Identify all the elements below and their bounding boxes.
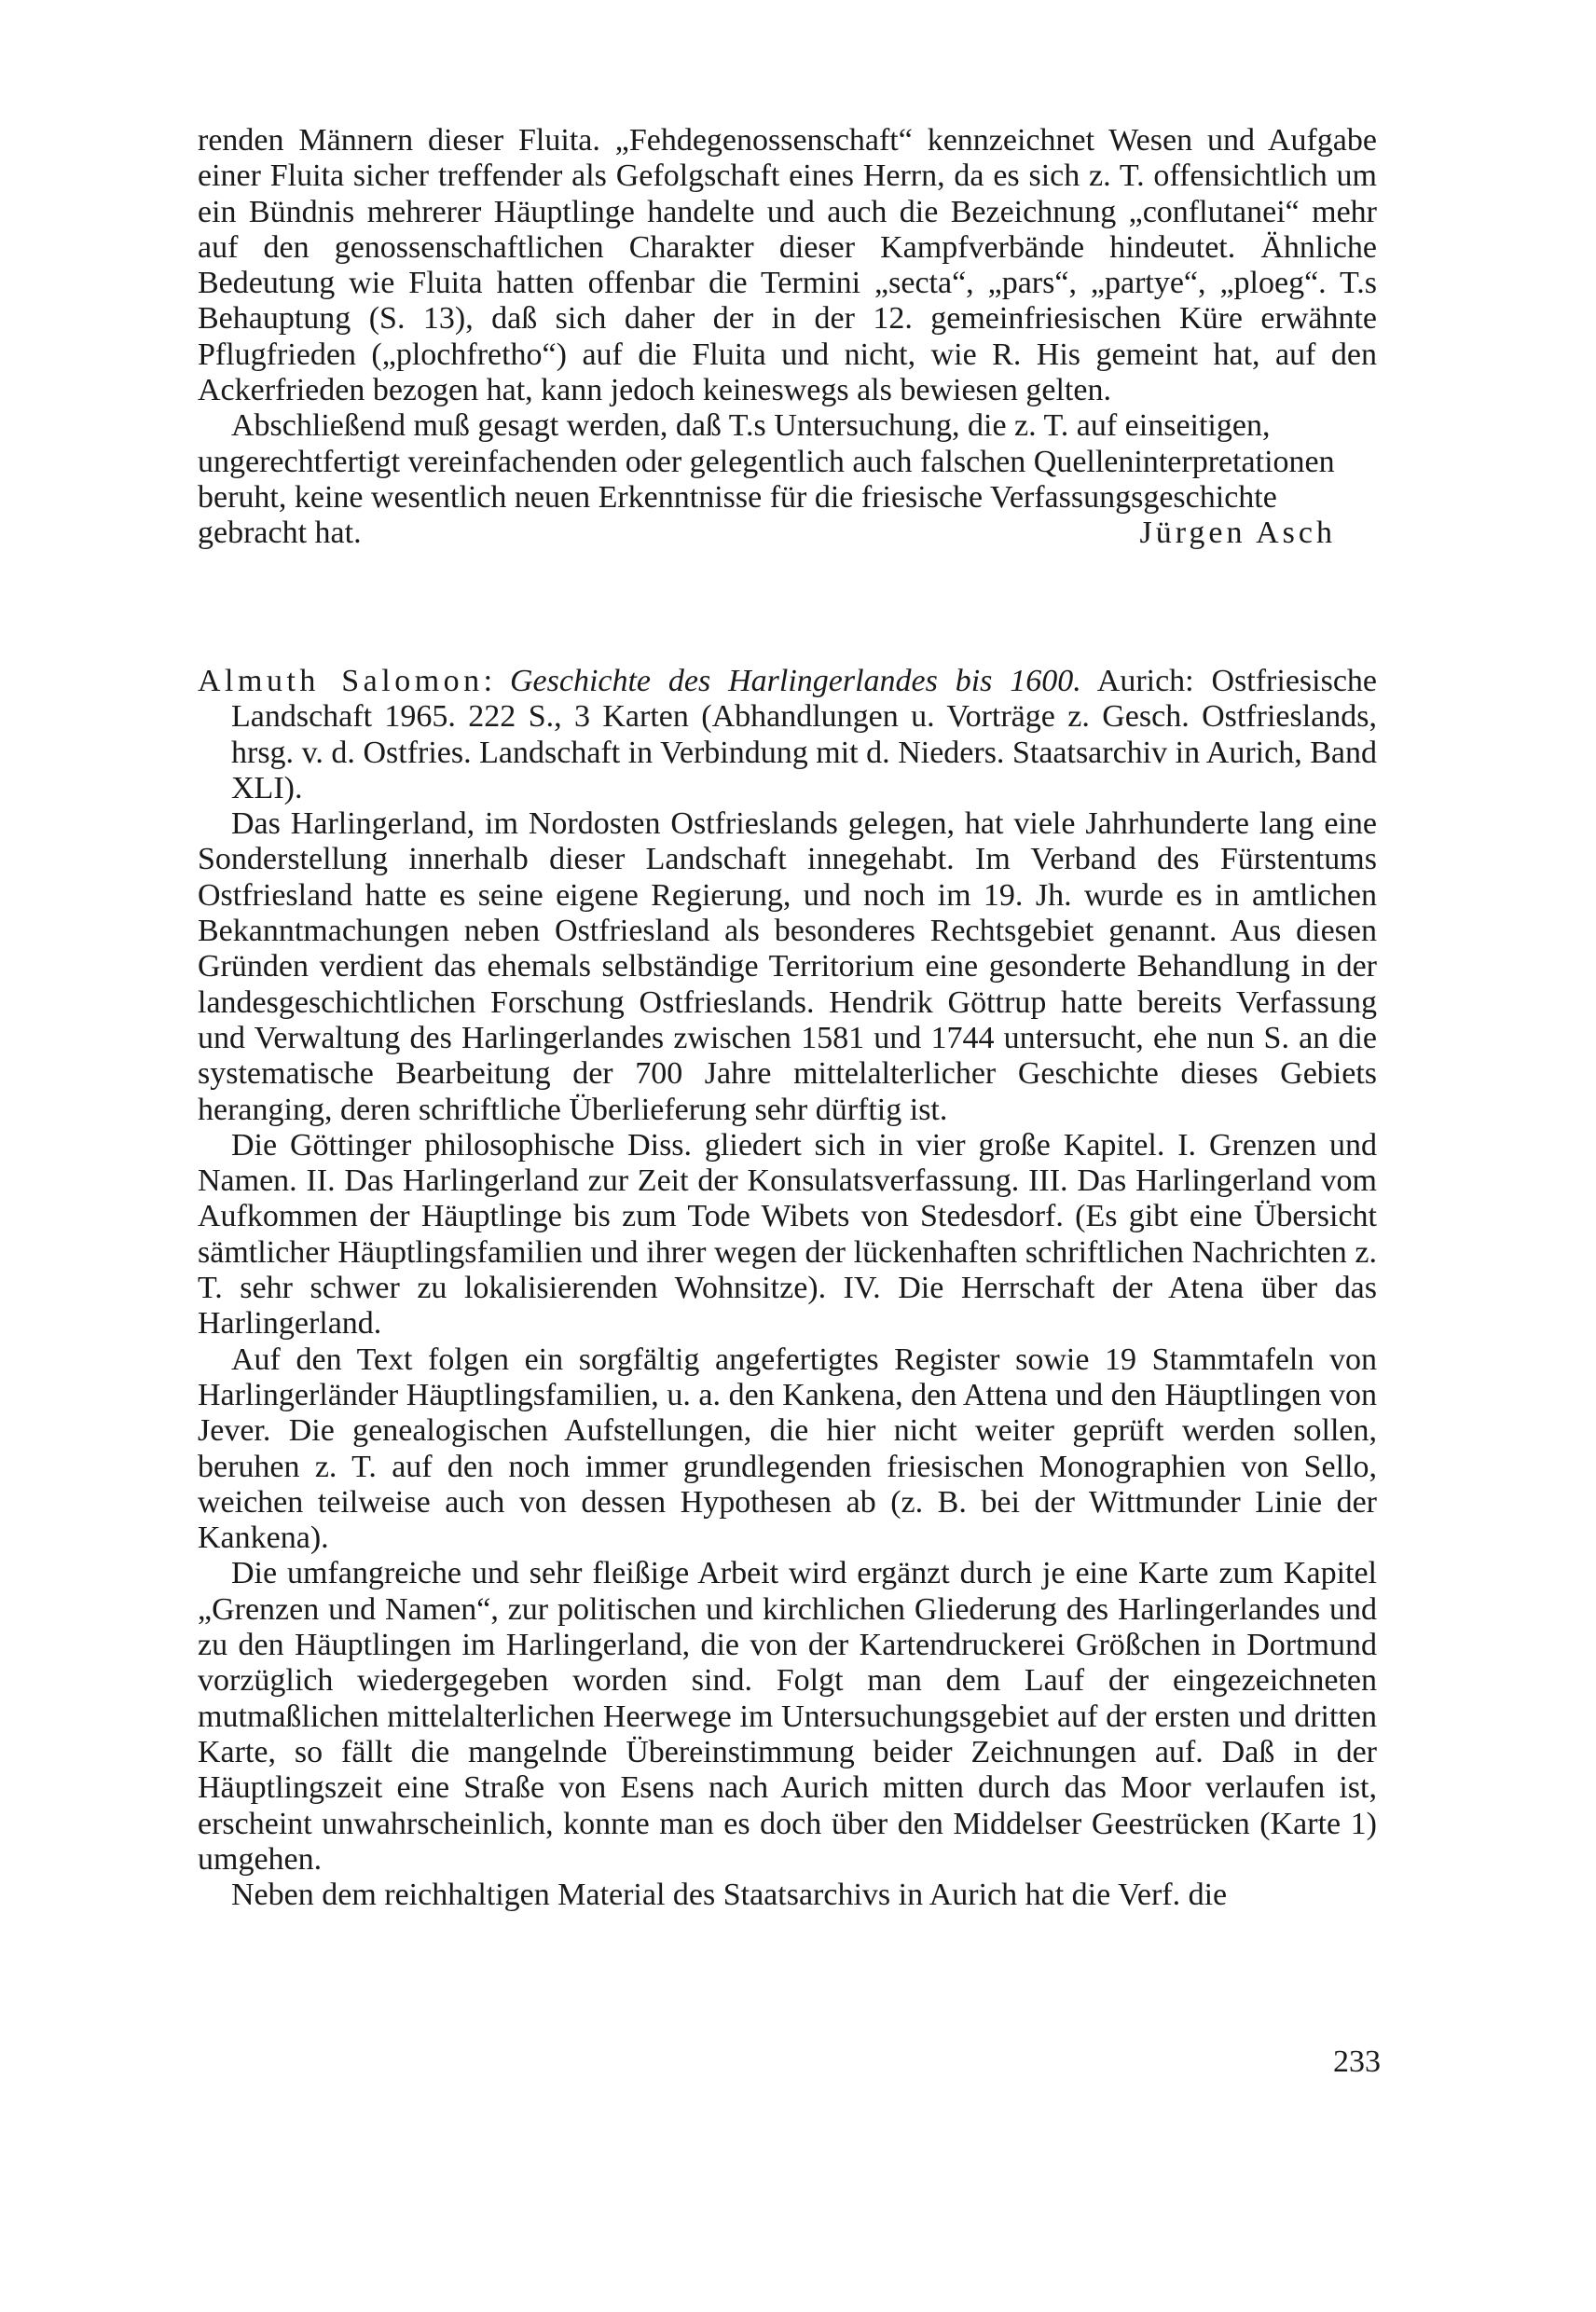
body-paragraph: Die umfangreiche und sehr fleißige Arbeit wird ergänzt durch je eine Karte zum Kapitel „Grenzen und Namen“, zur politischen und kirchlichen Gliederung des Harlingerlandes und zu den Häuptlingen im Harlingerland, die von der Kartendruckerei Größchen in Dortmund vorzüglich wiedergegeben worden sind. Folgt man dem Lauf der eingezeichneten mutmaßlichen mittelalterlichen Heerwege im Untersuchungsgebiet auf der ersten und dritten Karte, so fällt die mangelnde Übereinstimmung beider Zeichnungen auf. Daß in der Häuptlingszeit eine Straße von Esens nach Aurich mitten durch das Moor verlaufen ist, erscheint unwahrscheinlich, konnte man es doch über den Middelser Geestrücken (Karte 1) umgehen. <box>198 1556 1377 1877</box>
book-details: Aurich: Ostfriesische Landschaft 1965. 222 S., 3 Karten (Abhandlungen u. Vorträge z. Gesch. Ostfrieslands, hrsg. v. d. Ostfries. Landschaft in Verbindung mit d. Nieders. Staatsarchiv in Aurich, Band XLI). <box>231 664 1377 805</box>
citation-colon: : <box>483 664 510 698</box>
reviewer-name: Jürgen Asch <box>1139 516 1336 551</box>
page-number: 233 <box>1333 2044 1381 2079</box>
book-title: Geschichte des Harlingerlandes bis 1600. <box>509 664 1081 698</box>
review-harlingerland <box>198 664 1377 1913</box>
review-jurgen-asch-end <box>198 123 1377 552</box>
body-paragraph: Das Harlingerland, im Nordosten Ostfrieslands gelegen, hat viele Jahrhunderte lang eine Sonderstellung innerhalb dieser Landschaft innegehabt. Im Verband des Fürstentums Ostfriesland hatte es seine eigene Regierung, und noch im 19. Jh. wurde es in amtlichen Bekanntmachungen neben Ostfriesland als besonderes Rechtsgebiet genannt. Aus diesen Gründen verdient das ehemals selbständige Territorium eine gesonderte Behandlung in der landesgeschichtlichen Forschung Ostfrieslands. Hendrik Göttrup hatte bereits Verfassung und Verwaltung des Harlingerlandes zwischen 1581 und 1744 untersucht, ehe nun S. an die systematische Bearbeitung der 700 Jahre mittelalterlicher Geschichte dieses Gebiets heranging, deren schriftliche Überlieferung sehr dürftig ist. <box>198 806 1377 1127</box>
book-author: Almuth Salomon <box>198 664 484 698</box>
book-citation <box>198 664 1377 806</box>
body-paragraph: renden Männern dieser Fluita. „Fehdegenossenschaft“ kennzeichnet Wesen und Aufgabe einer Fluita sicher treffender als Gefolgschaft eines Herrn, da es sich z. T. offensichtlich um ein Bündnis mehrerer Häuptlinge handelte und auch die Bezeichnung „conflutanei“ mehr auf den genossenschaftlichen Charakter dieser Kampfverbände hindeutet. Ähnliche Bedeutung wie Fluita hatten offenbar die Termini „secta“, „pars“, „partye“, „ploeg“. T.s Behauptung (S. 13), daß sich daher der in der 12. gemeinfriesischen Küre erwähnte Pflugfrieden („plochfretho“) auf die Fluita und nicht, wie R. His gemeint hat, auf den Ackerfrieden bezogen hat, kann jedoch keineswegs als bewiesen gelten. <box>198 123 1377 408</box>
body-paragraph: Neben dem reichhaltigen Material des Staatsarchivs in Aurich hat die Verf. die <box>231 1878 1228 1913</box>
body-paragraph: Die Göttinger philosophische Diss. gliedert sich in vier große Kapitel. I. Grenzen und Namen. II. Das Harlingerland zur Zeit der Konsulatsverfassung. III. Das Harlingerland vom Aufkommen der Häuptlinge bis zum Tode Wibets von Stedesdorf. (Es gibt eine Übersicht sämtlicher Häuptlingsfamilien und ihrer wegen der lückenhaften schriftlichen Nachrichten z. T. sehr schwer zu lokalisierenden Wohnsitze). IV. Die Herrschaft der Atena über das Harlingerland. <box>198 1127 1377 1342</box>
closing-text-body: Abschließend muß gesagt werden, daß T.s Untersuchung, die z. T. auf einseitigen, ungerechtfertigt vereinfachenden oder gelegentlich auch falschen Quelleninterpretationen beruht, keine wesentlich neuen Erkenntnisse für die friesische Verfassungsgeschichte gebracht hat. <box>198 408 1335 551</box>
body-paragraph: Auf den Text folgen ein sorgfältig angefertigtes Register sowie 19 Stammtafeln von Harlingerländer Häuptlingsfamilien, u. a. den Kankena, den Attena und den Häuptlingen von Jever. Die genealogischen Aufstellungen, die hier nicht weiter geprüft werden sollen, beruhen z. T. auf den noch immer grundlegenden friesischen Monographien von Sello, weichen teilweise auch von dessen Hypothesen ab (z. B. bei der Wittmunder Linie der Kankena). <box>198 1342 1377 1556</box>
